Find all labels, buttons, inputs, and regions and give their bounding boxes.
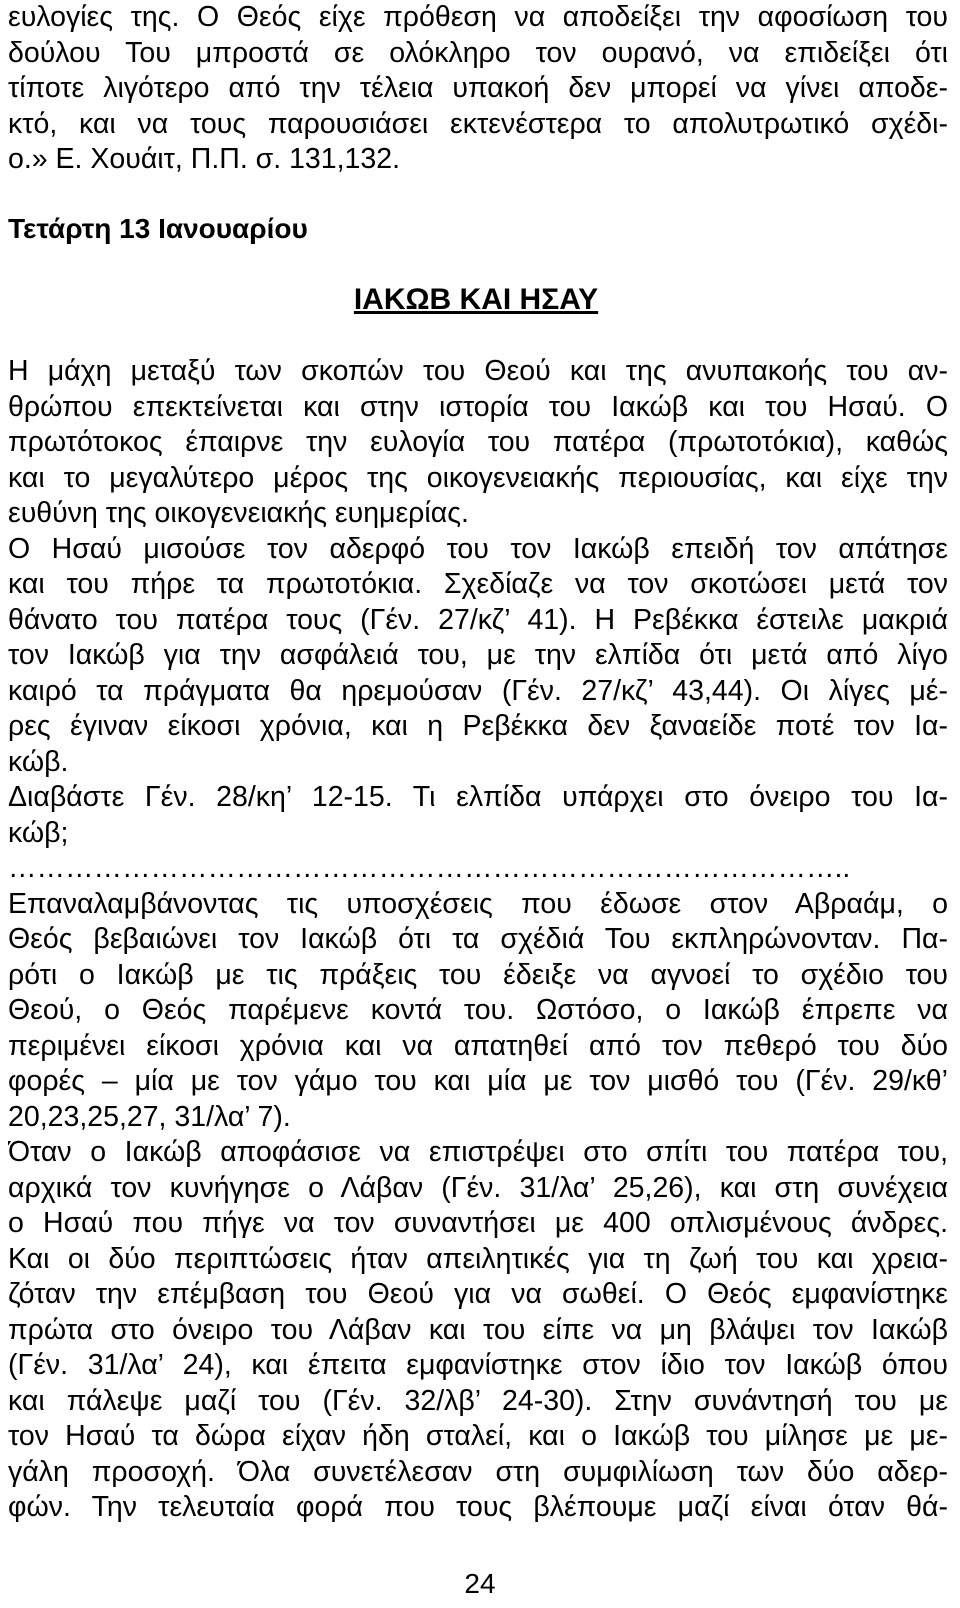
body-line: ρότι ο Ιακώβ με τις πράξεις του έδειξε να αγνοεί το σχέδιο του [8,958,948,991]
body-line: φών. Την τελευταία φορά που τους βλέπουμε μαζί είναι όταν θά- [8,1491,948,1523]
body-line: πρωτότοκος έπαιρνε την ευλογία του πατέρα (πρωτοτόκια), καθώς [8,426,948,458]
body-line: Η μάχη μεταξύ των σκοπών του Θεού και της ανυπακοής του αν- [8,355,948,387]
page-number: 24 [464,1568,496,1599]
body-line: ρες έγιναν είκοσι χρόνια, και η Ρεβέκκα δεν ξαναείδε ποτέ τον Ια- [8,710,948,742]
intro-line: κτό, και να τους παρουσιάσει εκτενέστερα το απολυτρωτικό σχέδι- [8,107,948,140]
body-line: και το μεγαλύτερο μέρος της οικογενειακής περιουσίας, και είχε την [8,461,948,494]
body-section [8,354,948,1526]
body-line: πρώτα στο όνειρο του Λάβαν και του είπε να μη βλάψει τον Ιακώβ [8,1313,948,1346]
intro-paragraph [8,0,948,178]
study-question-line: κώβ; [8,816,69,849]
body-line: γάλη προσοχή. Όλα συνετέλεσαν στη συμφιλίωση των δύο αδερ- [8,1455,948,1488]
answer-line: …………………………………………………………………………….. [8,852,851,884]
body-line: τον Ησαύ τα δώρα είχαν ήδη σταλεί, και ο Ιακώβ του μίλησε με με- [8,1420,948,1452]
body-line: Ο Ησαύ μισούσε τον αδερφό του τον Ιακώβ επειδή τον απάτησε [8,532,948,565]
body-line: Και οι δύο περιπτώσεις ήταν απειλητικές για τη ζωή του και χρεια- [8,1242,948,1275]
section-title: ΙΑΚΩΒ ΚΑΙ ΗΣΑΥ [353,283,599,316]
body-line: ζόταν την επέμβαση του Θεού για να σωθεί. Ο Θεός εμφανίστηκε [8,1278,948,1310]
body-line: Θεού, ο Θεός παρέμενε κοντά του. Ωστόσο, ο Ιακώβ έπρεπε να [8,994,948,1026]
body-line: ευθύνη της οικογενειακής ευημερίας. [8,497,469,529]
body-line: τον Ιακώβ για την ασφάλειά του, με την ελπίδα ότι μετά από λίγο [8,639,948,671]
body-line: περιμένει είκοσι χρόνια και να απατηθεί από τον πεθερό του δύο [8,1029,948,1062]
body-line: (Γέν. 31/λα’ 24), και έπειτα εμφανίστηκε στον ίδιο τον Ιακώβ όπου [8,1349,948,1381]
body-line: ο Ησαύ που πήγε να τον συναντήσει με 400 οπλισμένους άνδρες. [8,1207,948,1239]
body-line: θρώπου επεκτείνεται και στην ιστορία του Ιακώβ και του Ησαύ. Ο [8,390,948,423]
body-line: θάνατο του πατέρα τους (Γέν. 27/κζ’ 41). Η Ρεβέκκα έστειλε μακριά [8,603,948,636]
body-line: κώβ. [8,745,69,778]
body-line: Όταν ο Ιακώβ αποφάσισε να επιστρέψει στο σπίτι του πατέρα του, [8,1136,948,1168]
intro-line: δούλου Του μπροστά σε ολόκληρο τον ουρανό, να επιδείξει ότι [8,36,948,69]
body-line: Θεός βεβαιώνει τον Ιακώβ ότι τα σχέδιά Του εκπληρώνονταν. Πα- [8,923,948,955]
body-line: φορές – μία με τον γάμο του και μία με τον μισθό του (Γέν. 29/κθ’ [8,1065,948,1097]
intro-line: τίποτε λιγότερο από την τέλεια υπακοή δεν μπορεί να γίνει αποδε- [8,72,948,104]
body-line: και πάλεψε μαζί του (Γέν. 32/λβ’ 24-30). Στην συνάντησή του με [8,1384,948,1417]
body-line: Επαναλαμβάνοντας τις υποσχέσεις που έδωσε στον Αβραάμ, ο [8,887,948,920]
body-line: αρχικά τον κυνήγησε ο Λάβαν (Γέν. 31/λα’ 25,26), και στη συνέχεια [8,1171,948,1204]
intro-line: ευλογίες της. Ο Θεός είχε πρόθεση να αποδείξει την αφοσίωση του [8,1,948,33]
day-heading: Τετάρτη 13 Ιανουαρίου [8,213,308,244]
study-question-line: Διαβάστε Γέν. 28/κη’ 12-15. Τι ελπίδα υπάρχει στο όνειρο του Ια- [8,781,948,813]
body-line: καιρό τα πράγματα θα ηρεμούσαν (Γέν. 27/κζ’ 43,44). Οι λίγες μέ- [8,674,948,707]
body-line: και του πήρε τα πρωτοτόκια. Σχεδίαζε να τον σκοτώσει μετά τον [8,568,948,600]
body-line: 20,23,25,27, 31/λα’ 7). [8,1100,291,1133]
intro-line: ο.» Ε. Χουάιτ, Π.Π. σ. 131,132. [8,143,401,175]
